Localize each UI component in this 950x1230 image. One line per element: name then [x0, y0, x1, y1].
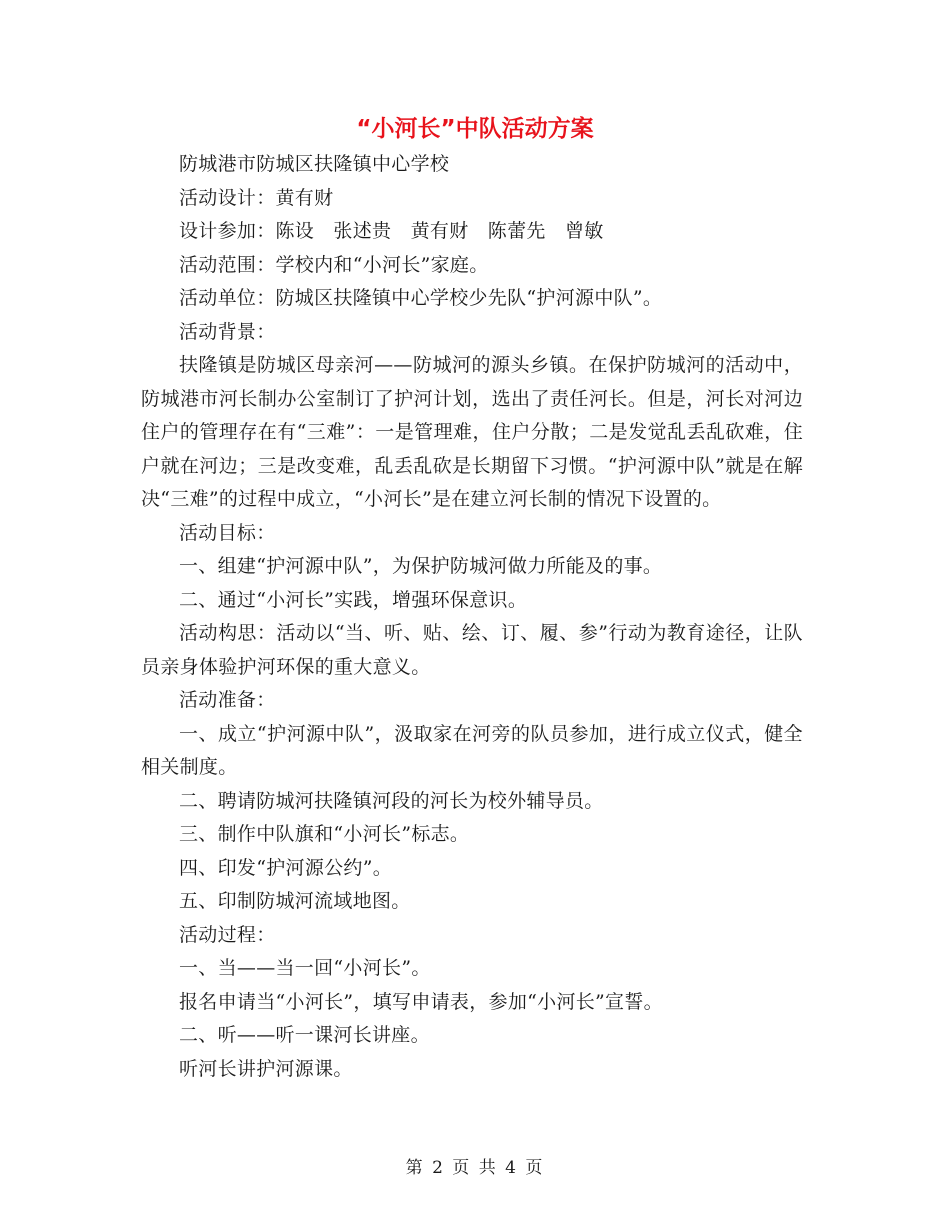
paragraph-background: 扶隆镇是防城区母亲河——防城河的源头乡镇。在保护防城河的活动中，防城港市河长制办公室制订了护河计划，选出了责任河长。但是，河长对河边住户的管理存在有“三难”：一是管理难，住户分散；二是发觉乱丢乱砍难，住户就在河边；三是改变难，乱丢乱砍是长期留下习惯。“护河源中队”就是在解决“三难”的过程中成立，“小河长”是在建立河长制的情况下设置的。: [141, 354, 803, 510]
paragraph-goal-1: 一、组建“护河源中队”，为保护防城河做力所能及的事。: [179, 555, 663, 577]
heading-process: 活动过程：: [179, 923, 276, 946]
document-body: [141, 148, 803, 1086]
paragraph-prep-5: 五、印制防城河流域地图。: [179, 890, 411, 912]
paragraph-process-2: 二、听——听一课河长讲座。: [179, 1024, 430, 1046]
heading-preparation: 活动准备：: [179, 689, 276, 711]
paragraph-prep-2: 二、聘请防城河扶隆镇河段的河长为校外辅导员。: [179, 789, 604, 812]
paragraph-process-1-detail: 报名申请当“小河长”，填写申请表，参加“小河长”宣誓。: [179, 990, 663, 1013]
paragraph-scope: 活动范围：学校内和“小河长”家庭。: [179, 253, 489, 276]
paragraph-school: 防城港市防城区扶隆镇中心学校: [179, 153, 450, 175]
heading-background: 活动背景：: [179, 320, 276, 343]
paragraph-process-2-detail: 听河长讲护河源课。: [179, 1057, 353, 1080]
paragraph-goal-2: 二、通过“小河长”实践，增强环保意识。: [179, 588, 528, 611]
paragraph-designer: 活动设计：黄有财: [179, 186, 334, 209]
paragraph-process-1: 一、当——当一回“小河长”。: [179, 957, 431, 979]
page-number-footer: 第 2 页 共 4 页: [405, 1158, 545, 1178]
paragraph-unit: 活动单位：防城区扶隆镇中心学校少先队“护河源中队”。: [179, 287, 663, 309]
heading-goals: 活动目标：: [179, 521, 276, 544]
paragraph-participants: 设计参加：陈设 张述贵 黄有财 陈蕾先 曾敏: [179, 220, 604, 242]
paragraph-prep-4: 四、印发“护河源公约”。: [179, 856, 393, 879]
paragraph-concept: 活动构思：活动以“当、听、贴、绘、订、履、参”行动为教育途径，让队员亲身体验护河环保的重大意义。: [141, 622, 803, 678]
document-title: “小河长”中队活动方案: [356, 116, 594, 142]
paragraph-prep-1: 一、成立“护河源中队”，汲取家在河旁的队员参加，进行成立仪式，健全相关制度。: [141, 722, 803, 778]
paragraph-prep-3: 三、制作中队旗和“小河长”标志。: [179, 823, 470, 845]
